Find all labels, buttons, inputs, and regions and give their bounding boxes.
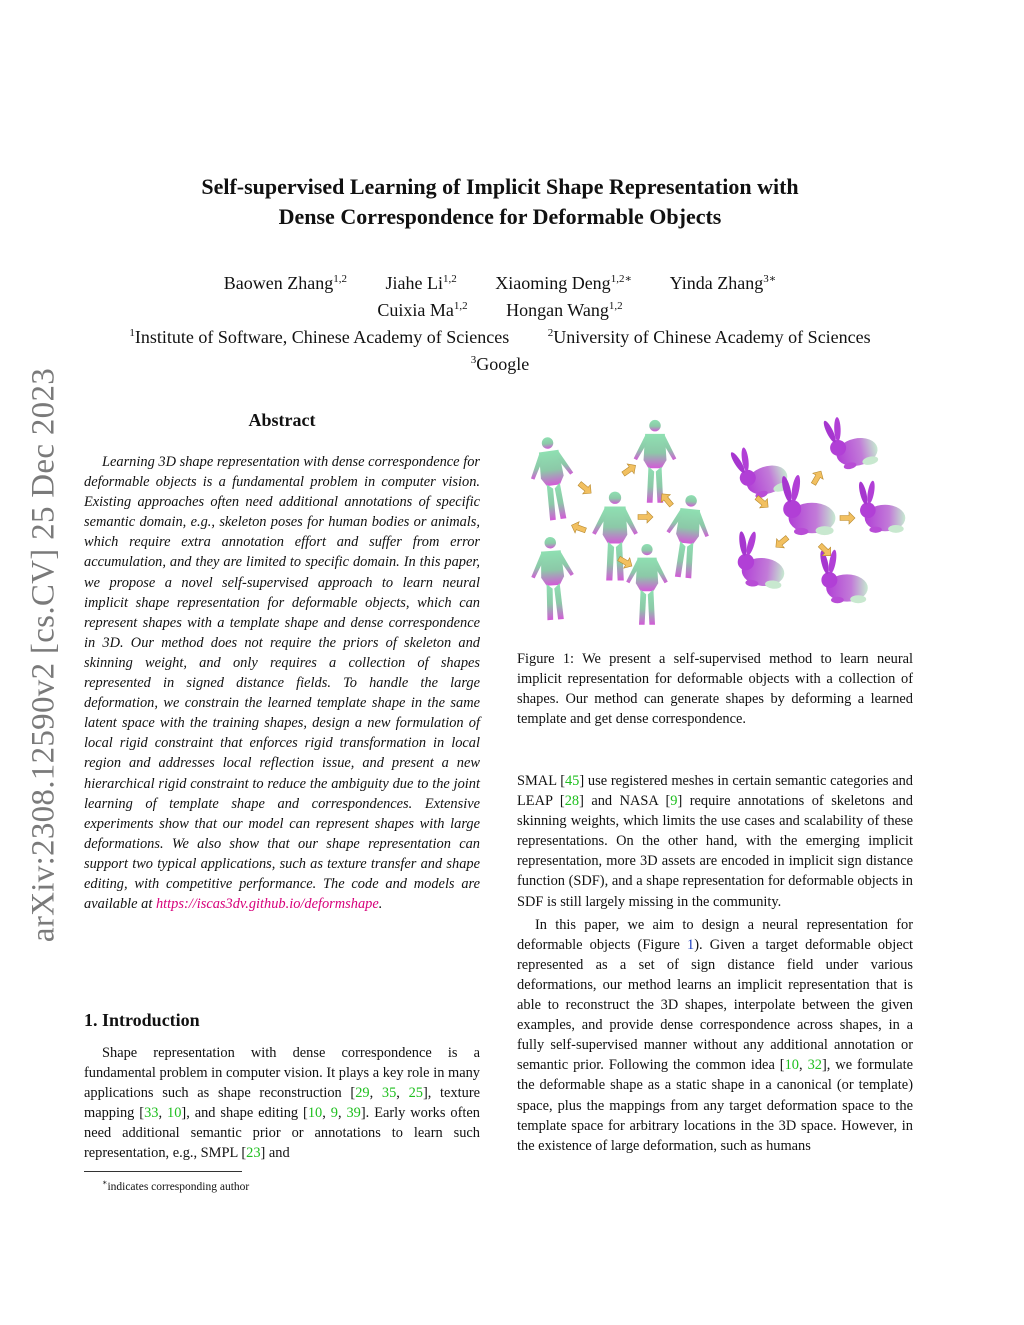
human-shape [592, 492, 638, 581]
text-run: ] and [260, 1145, 290, 1162]
citation-link[interactable]: 10 [784, 1057, 799, 1074]
text-run: ). Given a target deformable object represented as a set of sign distance field under various deformations, our method learns an implicit representation that is able to reconstruct the 3D shapes, interpolate between the given examples, and provide dense correspondence across shapes, in a fully self-supervised manner without any additional annotation or semantic prior. Following the common idea [ [517, 936, 913, 1074]
abstract-text [84, 452, 480, 914]
citation-link[interactable]: 23 [246, 1145, 261, 1162]
bunny-shape [780, 474, 835, 535]
citation-link[interactable]: 25 [408, 1085, 423, 1102]
project-link[interactable]: https://iscas3dv.github.io/deformshape [155, 896, 379, 913]
arrow-icon [638, 511, 653, 523]
footnote [102, 1178, 249, 1193]
text-run: ], and shape editing [ [181, 1105, 308, 1122]
author-block [90, 268, 910, 376]
citation-link[interactable]: 9 [670, 793, 678, 810]
text-run: ] require annotations of skeletons and skinning weights, which limits the use cases and scalability of these representations. On the other hand, with the emerging implicit representation, more 3D assets are encoded in implicit sign distance function (SDF), and a shape representation for deformable objects in SDF is still largely missing in the community. [517, 793, 913, 910]
bunny-shape [821, 410, 880, 473]
abstract-body: Learning 3D shape representation with dense correspondence for deformable objects is a fundamental problem in computer vision. Existing approaches often need additional annotations of specific semantic domain, e.g., skeleton poses for human bodies or animals, which require extra annotation effort and suffer from error accumulation, and they are limited to specific domain. In this paper, we propose a novel self-supervised approach to learn neural implicit shape representation for deformable objects, which can represent shapes with a template shape and dense correspondence in 3D. Our method does not require the priors of skeleton and skinning weight, and only requires a collection of shapes represented in signed distance fields. To handle the large deformation, we constrain the learned template shape in the same latent space with the training shapes, design a new formulation of local rigid constraint that enforces rigid transformation in local region and addresses local reflection issue, and present a new hierarchical rigid constraint to reduce the ambiguity due to the joint learning of template shape and correspondences. Extensive experiments show that our model can represent shapes with large deformations. We also show that our shape representation can support two typical applications, such as texture transfer and shape editing, with competitive performance. The code and models are available at [84, 454, 480, 913]
affiliation-name: University of Chinese Academy of Sciences [553, 327, 871, 347]
citation-link[interactable]: 28 [564, 793, 580, 810]
footnote-rule [84, 1171, 242, 1172]
bunny-shape [857, 480, 905, 533]
human-shape [529, 536, 577, 622]
abstract-end: . [378, 896, 383, 913]
human-shape [634, 420, 677, 503]
body-paragraph [517, 771, 913, 912]
teaser-figure [517, 410, 913, 642]
body-paragraph [517, 915, 913, 1156]
citation-link[interactable]: 10 [167, 1105, 182, 1122]
title-line-1: Self-supervised Learning of Implicit Shape Representation with [201, 174, 799, 199]
text-run: , [337, 1105, 347, 1122]
title-line-2: Dense Correspondence for Deformable Objects [278, 204, 722, 229]
text-run: ], texture mapping [ [84, 1085, 481, 1122]
bunny-shape [732, 529, 788, 589]
affiliation-row-2 [90, 349, 910, 376]
author-name: Cuixia Ma [377, 300, 454, 320]
footnote-mark: ∗ [102, 1178, 108, 1187]
arrow-icon [576, 479, 595, 498]
author-name: Jiahe Li [385, 273, 443, 293]
affiliation-name: Google [476, 354, 530, 374]
author-name: Yinda Zhang [669, 273, 764, 293]
text-run: ] use registered meshes in certain semantic categories and LEAP [ [517, 773, 913, 810]
figure-reference-link[interactable]: 1 [687, 936, 695, 953]
text-run: Shape representation with dense correspondence is a fundamental problem in computer vision. It plays a key role in many applications such as shape reconstruction [ [84, 1045, 480, 1102]
text-run: In this paper, we aim to design a neural representation for deformable objects (Figure [517, 916, 913, 953]
citation-link[interactable]: 45 [564, 773, 580, 789]
text-run: , [158, 1105, 168, 1122]
citation-link[interactable]: 10 [307, 1105, 323, 1122]
author-affiliation-mark: 1,2 [333, 273, 347, 285]
citation-link[interactable]: 39 [346, 1105, 361, 1122]
affiliation-number: 2 [547, 327, 554, 339]
affiliation-number: 3 [470, 354, 477, 366]
author-affiliation-mark: 1,2∗ [610, 273, 632, 285]
arxiv-identifier: arXiv:2308.12590v2 [cs.CV] 25 Dec 2023 [25, 367, 62, 943]
citation-link[interactable]: 29 [355, 1085, 370, 1102]
arrow-icon [840, 512, 855, 524]
bunny-shape [819, 549, 868, 603]
affiliation-row-1 [90, 322, 910, 349]
text-run: SMAL [ [517, 773, 565, 789]
text-run: , [396, 1085, 409, 1102]
citation-link[interactable]: 32 [807, 1057, 822, 1074]
human-shape [626, 544, 668, 625]
figure-caption: Figure 1: We present a self-supervised method to learn neural implicit representation for deformable objects with a collection of shapes. Our method can generate shapes by deforming a learned template and get dense correspondence. [517, 651, 913, 728]
author-row-1 [90, 268, 910, 295]
arrow-icon [808, 468, 826, 487]
text-run: , [369, 1085, 382, 1102]
author-affiliation-mark: 1,2 [453, 300, 468, 312]
footnote-text: indicates corresponding author [107, 1180, 250, 1193]
paper-title [120, 172, 880, 232]
author-name: Baowen Zhang [223, 273, 334, 293]
introduction-paragraph [84, 1043, 480, 1164]
author-affiliation-mark: 3∗ [763, 273, 777, 285]
text-run: , [322, 1105, 331, 1122]
text-run: ]. Early works often need additional semantic prior or annotations to learn such representation, e.g., SMPL [ [84, 1105, 480, 1162]
human-shape [526, 434, 580, 522]
author-affiliation-mark: 1,2 [442, 273, 457, 285]
section-heading-introduction: 1. Introduction [84, 1010, 200, 1030]
affiliation-number: 1 [129, 327, 135, 339]
abstract-heading: Abstract [248, 410, 316, 430]
arrow-icon [569, 520, 587, 536]
text-run: , [798, 1057, 808, 1074]
text-run: ] and NASA [ [579, 793, 671, 810]
bunny-shape [728, 437, 791, 504]
citation-link[interactable]: 9 [330, 1105, 338, 1122]
text-run: ], we formulate the deformable shape as a static shape in a canonical (or template) space, plus the mappings from any target deformation space to the template space for arbitrary locations in the 3D space. However, in the existence of large deformation, such as humans [517, 1057, 913, 1154]
author-name: Hongan Wang [506, 300, 609, 320]
affiliation-name: Institute of Software, Chinese Academy of Sciences [134, 327, 510, 347]
arrow-icon [620, 460, 639, 478]
author-affiliation-mark: 1,2 [608, 300, 623, 312]
citation-link[interactable]: 33 [144, 1105, 159, 1122]
arrow-icon [772, 533, 791, 552]
right-column-text [517, 771, 913, 1156]
citation-link[interactable]: 35 [381, 1085, 397, 1102]
author-name: Xiaoming Deng [495, 273, 611, 293]
author-row-2 [90, 295, 910, 322]
